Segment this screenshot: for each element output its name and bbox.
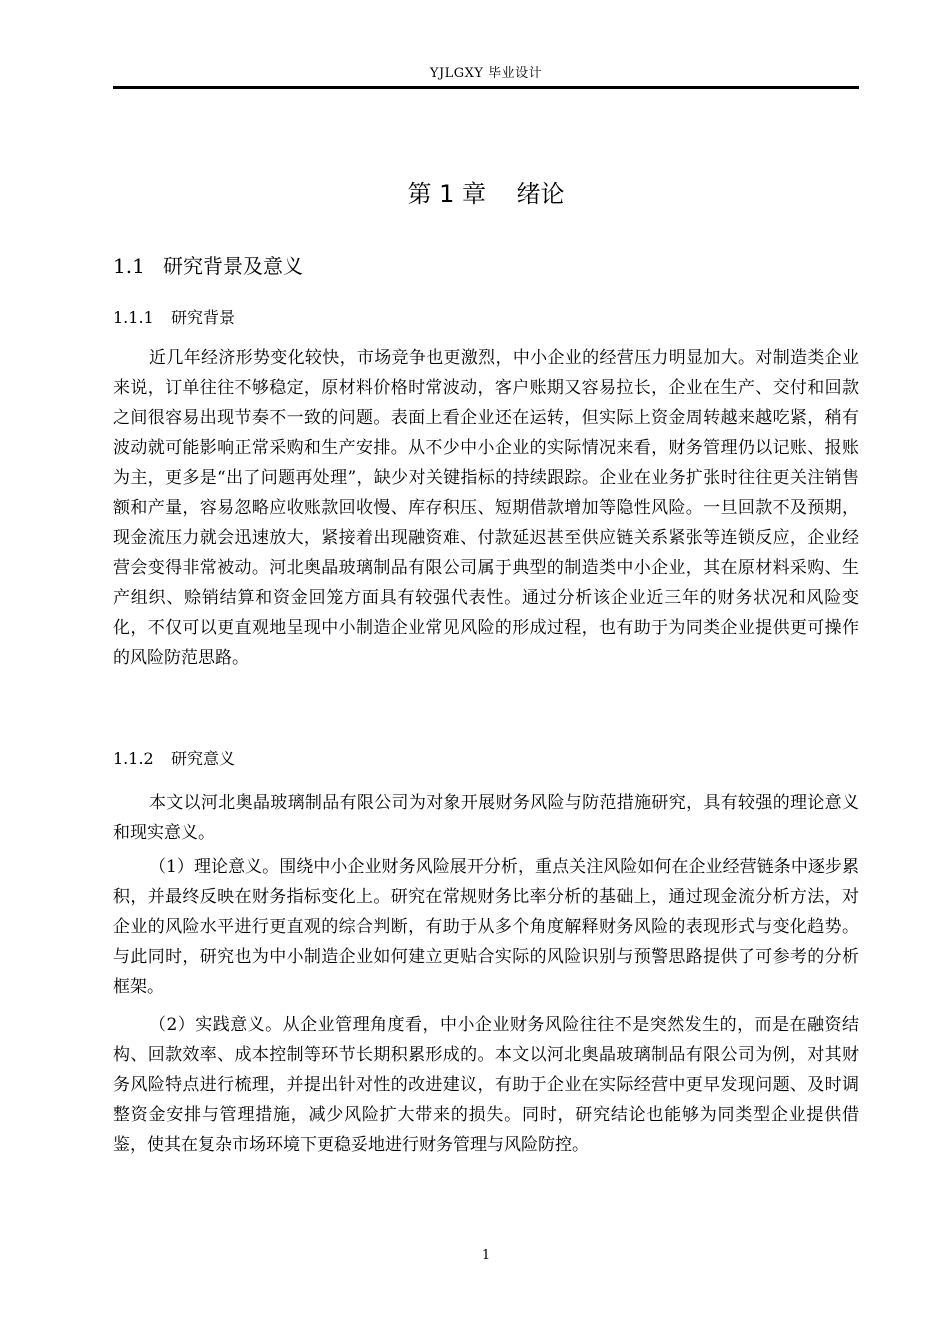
subsection-number: 1.1.1 <box>113 308 154 327</box>
chapter-title <box>113 178 859 210</box>
theory-significance-paragraph: （1）理论意义。围绕中小企业财务风险展开分析，重点关注风险如何在企业经营链条中逐步累积，并最终反映在财务指标变化上。研究在常规财务比率分析的基础上，通过现金流分析方法，对企业的风险水平进行更直观的综合判断，有助于从多个角度解释财务风险的表现形式与变化趋势。与此同时，研究也为中小制造企业如何建立更贴合实际的风险识别与预警思路提供了可参考的分析框架。 <box>113 857 859 997</box>
chapter-number: 第 1 章 <box>407 180 486 208</box>
section-title: 研究背景及意义 <box>163 254 303 278</box>
subsection-heading-1-1-1 <box>113 307 235 329</box>
significance-intro-paragraph: 本文以河北奥晶玻璃制品有限公司为对象开展财务风险与防范措施研究，具有较强的理论意义和现实意义。 <box>113 793 859 843</box>
background-paragraph: 近几年经济形势变化较快，市场竞争也更激烈，中小企业的经营压力明显加大。对制造类企业来说，订单往往不够稳定，原材料价格时常波动，客户账期又容易拉长，企业在生产、交付和回款之间很容易出现节奏不一致的问题。表面上看企业还在运转，但实际上资金周转越来越吃紧，稍有波动就可能影响正常采购和生产安排。从不少中小企业的实际情况来看，财务管理仍以记账、报账为主，更多是“出了问题再处理”，缺少对关键指标的持续跟踪。企业在业务扩张时往往更关注销售额和产量，容易忽略应收账款回收慢、库存积压、短期借款增加等隐性风险。一旦回款不及预期，现金流压力就会迅速放大，紧接着出现融资难、付款延迟甚至供应链关系紧张等连锁反应，企业经营会变得非常被动。河北奥晶玻璃制品有限公司属于典型的制造类中小企业，其在原材料采购、生产组织、赊销结算和资金回笼方面具有较强代表性。通过分析该企业近三年的财务状况和风险变化，不仅可以更直观地呈现中小制造企业常见风险的形成过程，也有助于为同类企业提供更可操作的风险防范思路。 <box>113 348 859 668</box>
header-rule <box>113 86 859 89</box>
subsection-heading-1-1-2 <box>113 748 235 770</box>
practice-significance-paragraph: （2）实践意义。从企业管理角度看，中小企业财务风险往往不是突然发生的，而是在融资结构、回款效率、成本控制等环节长期积累形成的。本文以河北奥晶玻璃制品有限公司为例，对其财务风险特点进行梳理，并提出针对性的改进建议，有助于企业在实际经营中更早发现问题、及时调整资金安排与管理措施，减少风险扩大带来的损失。同时，研究结论也能够为同类型企业提供借鉴，使其在复杂市场环境下更稳妥地进行财务管理与风险防控。 <box>113 1015 859 1155</box>
chapter-name: 绪论 <box>516 180 565 208</box>
running-header: YJLGXY 毕业设计 <box>429 66 543 81</box>
section-number: 1.1 <box>113 254 145 278</box>
subsection-number: 1.1.2 <box>113 749 154 768</box>
subsection-title: 研究意义 <box>171 749 236 768</box>
subsection-title: 研究背景 <box>171 308 236 327</box>
page-number: 1 <box>481 1248 491 1263</box>
section-heading-1-1 <box>113 252 303 280</box>
